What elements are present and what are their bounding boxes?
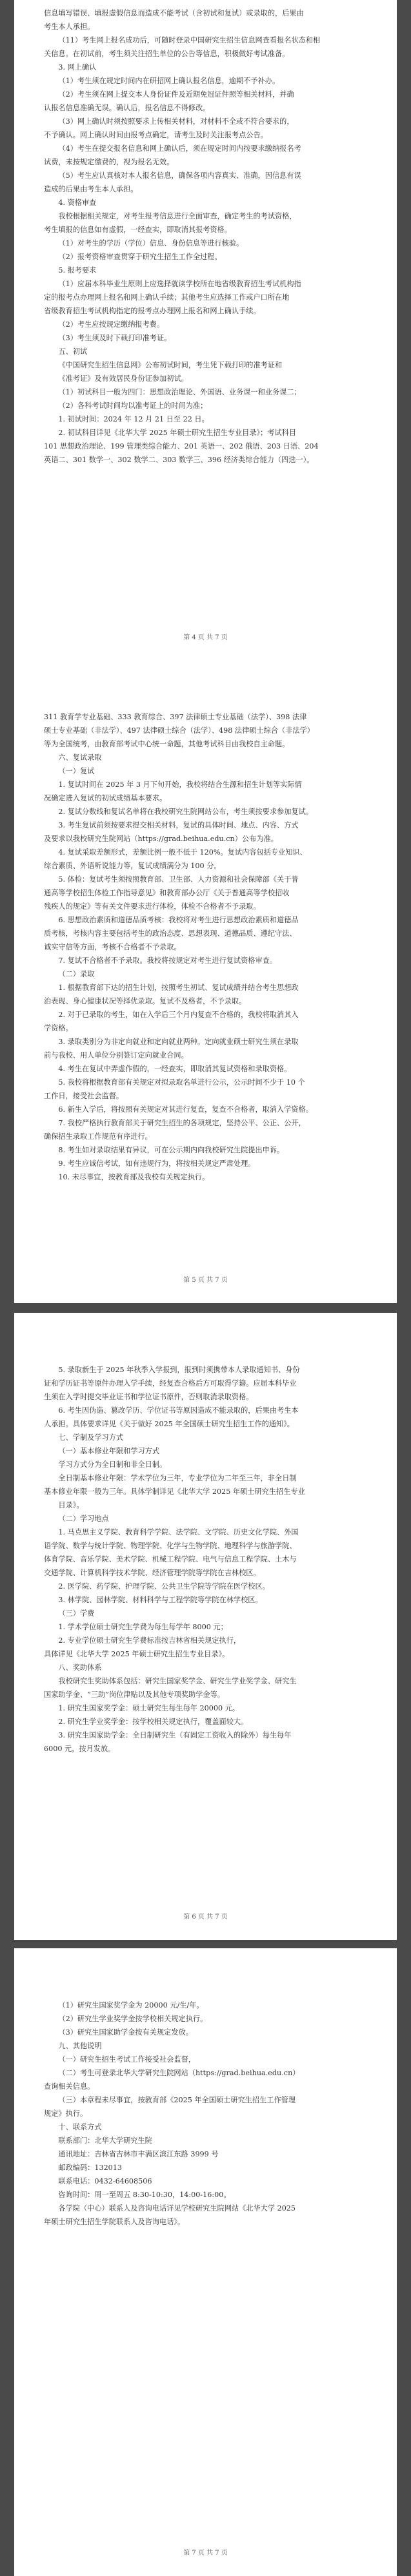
text-line: （2）研究生学业奖学金按学校相关规定执行。 [58,2015,208,2023]
text-line: 生须在入学时提交毕业证书和学位证书原件，否则取消录取资格。 [44,1393,254,1401]
text-line: 考生填报的信息如有虚假，一经查实，即取消其报考资格。 [44,226,232,234]
text-line: 6000 元，按月发放。 [44,1745,115,1753]
text-line: 及要求以我校研究生院网站（https://grad.beihua.edu.cn）公布为准。 [44,835,278,843]
text-line: 2. 研究生学业奖学金：按学校相关规定执行，覆盖面较大。 [58,1718,248,1726]
text-line: （2）考生须在网上提交本人身份证件及近期免冠证件照等相关材料，并确 [58,90,294,99]
document-page [14,659,397,1303]
text-line: 3. 考生复试前须按要求提交相关材料，复试的具体时间、地点、内容、方式 [58,821,299,829]
text-line: 七、学制及学习方式 [58,1433,124,1442]
text-line: 5. 我校将根据教育部有关规定对拟录取名单进行公示，公示时间不少于 10 个 [58,1078,305,1087]
text-line: （4）考生在提交报名信息和网上确认后，须在规定时间内按要求缴纳报名考 [58,144,301,153]
text-line: 考生本人承担。 [44,23,95,31]
text-line: 综合素质、外语听说能力等，复试成绩满分为 100 分。 [44,862,221,870]
page-footer: 第 4 页 共 7 页 [183,634,228,641]
page-body [44,6,367,467]
text-line: 1. 初试时间：2024 年 12 月 21 日至 22 日。 [58,415,209,423]
text-line: 八、奖助体系 [58,1663,102,1672]
document-page [14,1948,397,2576]
text-line: （2）各科考试时间均以准考证上的时间为准； [58,402,208,410]
text-line: 6. 考生因伪造、篡改学历、学位证书等原因造成不能录取的，后果由考生本 [58,1406,299,1415]
text-line: 十、联系方式 [58,2123,102,2131]
text-line: 试费，未按规定缴费的，视为报名无效。 [44,158,174,166]
text-line: 质考核，考核内容主要包括考生的政治态度、思想表现、道德品质、遵纪守法、 [44,929,297,938]
text-line: （二）学习地点 [58,1515,109,1523]
text-line: 关信息。在初试前，考生须关注招生单位的公告等信息，积极做好考试准备。 [44,50,290,58]
text-line: （三）本章程未尽事宜，按教育部《2025 年全国硕士研究生招生工作管理 [58,2096,296,2104]
document-page [14,0,397,661]
text-line: 国家助学金、“三助”岗位津贴以及其他专项奖助学金等。 [44,1690,225,1699]
text-line: 工作日，接受社会监督。 [44,1092,124,1100]
text-line: 《准考证》及有效居民身份证参加初试。 [58,374,188,383]
text-line: 2. 初试科目详见《北华大学 2025 年硕士研究生招生专业目录》；考试科目 [58,429,297,437]
text-line: （1）应届本科毕业生原则上应选择就读学校所在地省级教育招生考试机构指 [58,280,301,288]
page-footer: 第 5 页 共 7 页 [183,1277,228,1284]
text-line: 咨询时间：周一至周五 8:30-10:30，14:00-16:00。 [58,2191,231,2199]
text-line: 6. 思想政治素质和道德品质考核：我校将对考生进行思想政治素质和道德品 [58,916,299,924]
text-line: （1）研究生国家奖学金为 20000 元/生/年。 [58,2001,204,2009]
text-line: 2. 专业学位硕士研究生学费标准按吉林省相关规定执行， [58,1636,241,1645]
text-line: 7. 我校严格执行教育部关于研究生招生的各项规定，坚持公平、公正、公开， [58,1119,306,1127]
text-line: 10. 未尽事宜，按教育部及我校有关规定执行。 [58,1173,210,1181]
text-line: 治表现、身心健康状况等择优录取。复试不及格者，不予录取。 [44,997,246,1005]
text-line: 8. 考生如对录取结果有异议，可在公示期内向我校研究生院提出申诉。 [58,1146,285,1154]
text-line: 联系电话：0432-64608506 [58,2177,152,2185]
text-line: （一）基本修业年限和学习方式 [58,1447,160,1455]
text-line: 学习方式分为全日制和非全日制。 [58,1460,167,1469]
text-line: 证和学历证书等原件办理入学手续，经复查合格后方可取得学籍。应届本科毕业 [44,1379,297,1388]
text-line: 5. 体检：复试考生须按照教育部、卫生部、人力资源和社会保障部《关于普 [58,875,299,884]
text-line: 不予确认。网上确认时间由报考点确定，请考生及时关注报考点公告。 [44,131,268,139]
text-line: 邮政编码：132013 [58,2164,123,2172]
page-footer: 第 7 页 共 7 页 [183,2550,228,2557]
text-line: 具体详见《北华大学 2025 年硕士研究生招生专业目录》。 [44,1650,230,1658]
text-line: 规定》执行。 [44,2109,88,2118]
text-line: 2. 复试分数线和复试名单将在我校研究生院网站公布，考生须按要求参加复试。 [58,808,313,816]
text-line: 6. 新生入学后，将按照有关规定对其进行复查，复查不合格者，取消入学资格。 [58,1105,313,1114]
text-line: 五、初试 [58,347,88,356]
text-line: 前与我校、用人单位分别签订定向就业合同。 [44,1051,188,1060]
text-line: 全日制基本修业年限：学术学位为三年，专业学位为二年至三年，非全日制 [58,1474,297,1482]
text-line: 各学院（中心）联系人及咨询电话详见学校研究生院网站《北华大学 2025 [58,2204,296,2213]
text-line: 年硕士研究生招生学院联系人及咨询电话》。 [44,2218,185,2226]
text-line: 体育学院、音乐学院、美术学院、机械工程学院、电气与信息工程学院、土木与 [44,1555,297,1564]
text-line: 3. 网上确认 [58,63,97,72]
text-line: （3）研究生国家助学金按有关规定发放。 [58,2028,193,2037]
text-line: 3. 录取类别分为非定向就业和定向就业两种。定向就业硕士研究生须在录取 [58,1038,299,1046]
text-line: 造成的后果由考生本人承担。 [44,185,138,193]
text-line: （三）学费 [58,1609,95,1618]
text-line: 通高等学校招生体检工作指导意见》和教育部办公厅《关于普通高等学校招收 [44,889,290,897]
text-line: 六、复试录取 [58,753,102,762]
text-line: 我校研究生奖助体系包括：研究生国家奖学金、研究生学业奖学金、研究生 [58,1677,297,1685]
text-line: （1）对考生的学历（学位）信息、身份信息等进行核验。 [58,239,244,247]
text-line: 目录》。 [58,1501,84,1509]
text-line: 7. 复试不合格者不予录取。我校将按规定对考生进行复试资格审查。 [58,956,277,965]
text-line: 3. 研究生国家助学金：全日制研究生（有固定工资收入的除外）每生每年 [58,1731,292,1739]
text-line: 况确定进入复试的初试成绩基本要求。 [44,794,167,802]
text-line: 5. 报考要求 [58,266,97,275]
text-line: （1）考生须在规定时间内在研招网上确认报名信息，逾期不予补办。 [58,77,280,85]
page-body [44,710,367,1184]
text-line: 省级教育招生考试机构指定的报考点办理网上报名和网上确认手续。 [44,307,261,315]
text-line: 联系部门：北华大学研究生院 [58,2136,152,2145]
text-line: 1. 研究生国家奖学金：硕士研究生每生每年 20000 元。 [58,1704,240,1712]
text-line: （一）研究生招生考试工作接受社会监督， [58,2055,195,2064]
text-line: 诚实守信等方面，考核不合格者不予录取。 [44,943,181,951]
text-line: 交通学院、计算机科学技术学院、经济管理学院等学院在吉林校区。 [44,1569,261,1577]
text-line: 认报名信息准确无误。确认后，报名信息不得修改。 [44,104,210,112]
text-line: 1. 根据教育部下达的招生计划，按照考生初试、复试成绩并结合考生思想政 [58,983,299,992]
text-line: 硕士专业基础（非法学）、497 法律硕士综合（法学）、498 法律硕士综合（非法学） [44,726,314,735]
text-line: （二）考生可登录北华大学研究生院网站（https://grad.beihua.edu.cn） [58,2069,300,2077]
text-line: （一）复试 [58,767,95,775]
text-line: 4. 考生在复试中弄虚作假的，一经查实，即取消其复试资格和录取资格。 [58,1065,292,1073]
text-line: 等为全国统考，由教育部考试中心统一命题，其他考试科目由我校自主命题。 [44,740,290,748]
page-footer: 第 6 页 共 7 页 [183,1913,228,1921]
text-line: 语学院、数学与统计学院、物理学院、化学与生物学院、地理科学与旅游学院、 [44,1542,297,1550]
text-line: （二）录取 [58,970,95,978]
text-line: 9. 考生应诚信考试，如有违规行为，将按相关规定严肃处理。 [58,1159,256,1168]
text-line: 信息填写错误、填报虚假信息而造成不能考试（含初试和复试）或录取的，后果由 [44,9,304,17]
text-line: 4. 资格审查 [58,199,97,207]
text-line: 残疾人的规定》等有关文件要求进行体检，体检不合格者不予录取。 [44,902,261,911]
text-line: 人承担。具体要求详见《关于做好 2025 年全国硕士研究生招生工作的通知》。 [44,1420,294,1428]
text-line: 定的报考点办理网上报名和网上确认手续；其他考生应选择工作或户口所在地 [44,293,290,302]
text-line: （5）考生应认真核对本人报名信息，确保各项内容真实、准确，因信息有误 [58,171,301,180]
text-line: 学资格。 [44,1024,73,1032]
text-line: 《中国研究生招生信息网》公布初试时间，考生凭下载打印的准考证和 [58,361,283,369]
text-line: （1）初试科目一般为四门：思想政治理论、外国语、业务课一和业务课二； [58,388,301,396]
text-line: 3. 林学院、园林学院、材料科学与工程学院等学院在林学校区。 [58,1596,263,1604]
text-line: 基本修业年限一般为三年。具体学制详见《北华大学 2025 年硕士研究生招生专业 [44,1487,305,1496]
text-line: 通讯地址：吉林省吉林市丰满区滨江东路 3999 号 [58,2150,219,2158]
text-line: 4. 复试采取差额形式，差额比例一般不低于 120%。复试内容包括专业知识、 [58,848,307,857]
text-line: （2）考生应按规定缴纳报考费。 [58,320,165,329]
text-line: 1. 学术学位硕士研究生学费为每生每学年 8000 元； [58,1623,228,1631]
page-body [44,1363,367,1756]
text-line: 2. 对于已录取的考生，如在入学后三个月内复查不合格的，我校将取消其入 [58,1011,299,1019]
text-line: 查询相关信息。 [44,2082,95,2091]
text-line: （2）报考资格审查贯穿于研究生招生工作全过程。 [58,253,222,261]
text-line: 5. 录取新生于 2025 年秋季入学报到，报到时须携带本人录取通知书、身份 [58,1366,300,1374]
text-line: （3）考生须及时下载打印准考证。 [58,334,172,342]
text-line: 九、其他说明 [58,2042,102,2050]
text-line: （11）考生网上报名成功后，可随时登录中国研究生招生信息网查看报名状态和相 [58,36,321,44]
text-line: 英语二、301 数学一、302 数学二、303 数学三、396 经济类综合能力（四选一）。 [44,456,314,464]
text-line: 2. 医学院、药学院、护理学院、公共卫生学院等学院在医学校区。 [58,1582,270,1591]
text-line: 311 教育学专业基础、333 教育综合、397 法律硕士专业基础（法学）、398 法律 [44,713,307,721]
text-line: 我校根据相关规定，对考生报考信息进行全面审查，确定考生的考试资格， [58,212,297,220]
text-line: （3）网上确认时须按照要求上传相关材料，对材料不全或不符合要求的， [58,117,294,126]
page-body [44,1999,367,2229]
document-page [14,1313,397,1940]
text-line: 101 思想政治理论、199 管理类综合能力、201 英语一、202 俄语、203 日语、204 [44,442,319,450]
text-line: 1. 马克思主义学院、教育科学学院、法学院、文学院、历史文化学院、外国 [58,1528,299,1536]
text-line: 确保招生录取工作规范有序进行。 [44,1132,152,1141]
text-line: 1. 复试时间在 2025 年 3 月下旬开始，我校将结合生源和招生计划等实际情 [58,780,302,789]
